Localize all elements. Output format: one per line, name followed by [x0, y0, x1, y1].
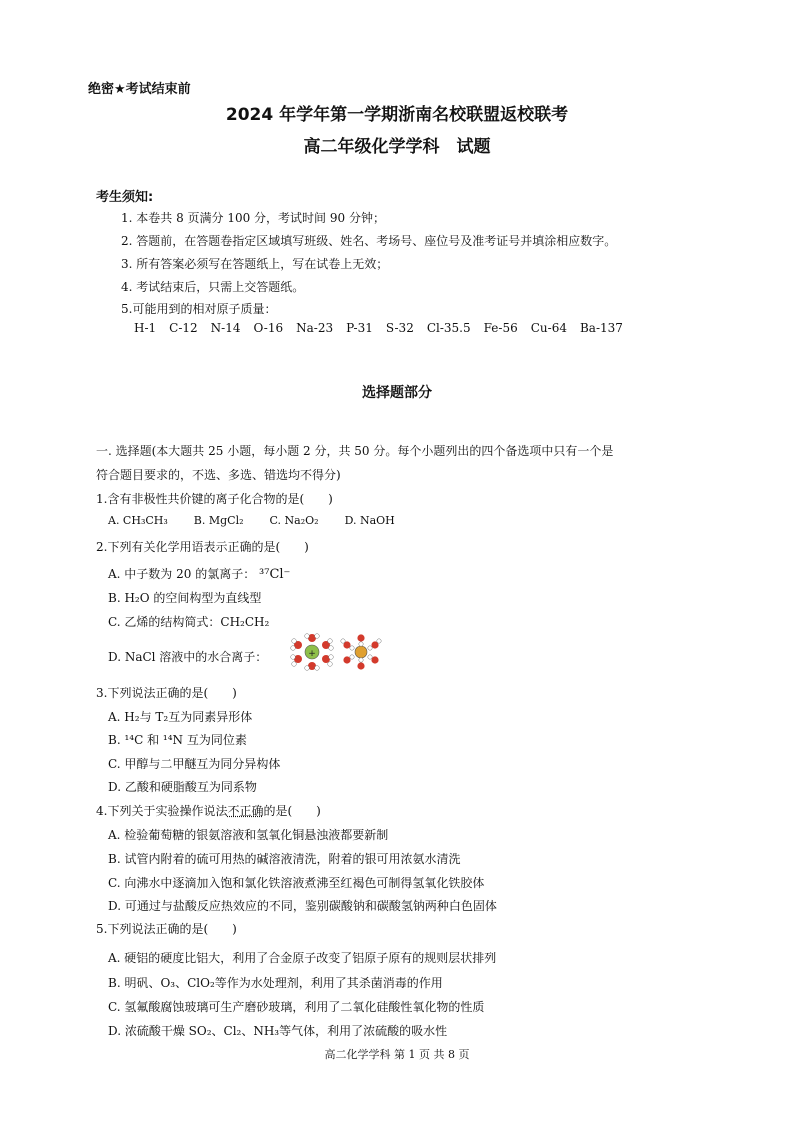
option-a: A. CH₃CH₃ [108, 514, 168, 527]
question-5-option-d: D. 浓硫酸干燥 SO₂、Cl₂、NH₃等气体，利用了浓硫酸的吸水性 [108, 1024, 448, 1038]
question-1-stem: 1.含有非极性共价键的离子化合物的是( ) [96, 492, 333, 506]
notice-item: 1. 本卷共 8 页满分 100 分，考试时间 90 分钟； [121, 211, 385, 225]
question-4-option-d: D. 可通过与盐酸反应热效应的不同，鉴别碳酸钠和碳酸氢钠两种白色固体 [108, 899, 497, 913]
section-title: 选择题部分 [362, 385, 432, 401]
emphasis-not-correct: 不正确 [227, 804, 264, 818]
option-a-text: A. 中子数为 20 的氯离子： [108, 567, 256, 581]
question-3-option-c: C. 甲醇与二甲醚互为同分异构体 [108, 757, 281, 771]
chloride-ion [355, 646, 367, 658]
question-2-stem: 2.下列有关化学用语表示正确的是( ) [96, 540, 309, 554]
atomic-mass: Cu-64 [530, 321, 567, 335]
question-3-option-a: A. H₂与 T₂互为同素异形体 [108, 710, 253, 724]
notice-heading: 考生须知: [96, 190, 154, 205]
question-4-option-c: C. 向沸水中逐滴加入饱和氯化铁溶液煮沸至红褐色可制得氢氧化铁胶体 [108, 876, 485, 890]
question-4-option-b: B. 试管内附着的硫可用热的碱溶液清洗，附着的银可用浓氨水清洗 [108, 852, 461, 866]
atomic-mass: H-1 [134, 321, 157, 335]
exam-subtitle: 高二年级化学学科 试题 [303, 137, 491, 157]
atomic-mass: Cl-35.5 [426, 321, 471, 335]
hydrated-chloride-ion-figure [340, 633, 382, 671]
part-intro-line2: 符合题目要求的，不选、多选、错选均不得分) [96, 468, 341, 482]
question-2-option-b: B. H₂O 的空间构型为直线型 [108, 591, 262, 605]
atomic-mass: N-14 [210, 321, 241, 335]
question-2-option-c: C. 乙烯的结构简式：CH₂CH₂ [108, 615, 270, 629]
option-b: B. MgCl₂ [193, 514, 244, 527]
plus-sign: + [308, 649, 316, 659]
question-3-stem: 3.下列说法正确的是( ) [96, 686, 237, 700]
atomic-mass: C-12 [169, 321, 198, 335]
confidential-label: 绝密★考试结束前 [88, 82, 191, 97]
atomic-mass: Fe-56 [483, 321, 518, 335]
page-footer: 高二化学学科 第 1 页 共 8 页 [324, 1048, 470, 1061]
question-2-option-a [108, 565, 290, 582]
atomic-mass: S-32 [385, 321, 414, 335]
question-3-option-d: D. 乙酸和硬脂酸互为同系物 [108, 780, 257, 794]
question-4-option-a: A. 检验葡萄糖的银氨溶液和氢氧化铜悬浊液都要新制 [108, 828, 389, 842]
notice-item: 5.可能用到的相对原子质量： [121, 302, 277, 316]
part-intro-line1: 一. 选择题(本大题共 25 小题，每小题 2 分，共 50 分。每个小题列出的四个备选项中只有一个是 [96, 444, 614, 458]
question-1-options [108, 514, 421, 527]
atomic-mass: P-31 [346, 321, 373, 335]
atomic-mass: O-16 [253, 321, 284, 335]
notice-item: 2. 答题前，在答题卷指定区域填写班级、姓名、考场号、座位号及准考证号并填涂相应数字。 [121, 234, 617, 248]
atomic-mass: Ba-137 [579, 321, 623, 335]
hydrated-sodium-ion-figure [290, 632, 334, 672]
question-5-option-c: C. 氢氟酸腐蚀玻璃可生产磨砂玻璃，利用了二氧化硅酸性氧化物的性质 [108, 1000, 485, 1014]
question-5-stem: 5.下列说法正确的是( ) [96, 922, 237, 936]
question-5-option-b: B. 明矾、O₃、ClO₂等作为水处理剂，利用了其杀菌消毒的作用 [108, 976, 443, 990]
stem-suffix: 的是( ) [263, 804, 321, 818]
part-intro [96, 442, 613, 459]
question-4-stem [96, 802, 321, 819]
option-d: D. NaOH [344, 514, 395, 527]
notice-item: 4. 考试结束后，只需上交答题纸。 [121, 280, 305, 294]
chloride-formula: ³⁷Cl⁻ [259, 567, 291, 582]
notice-item: 3. 所有答案必须写在答题纸上，写在试卷上无效； [121, 257, 389, 271]
exam-title: 2024 年学年第一学期浙南名校联盟返校联考 [225, 105, 569, 125]
atomic-mass: Na-23 [296, 321, 334, 335]
question-2-option-d: D. NaCl 溶液中的水合离子： [108, 650, 268, 664]
atomic-mass-list [134, 321, 636, 335]
question-3-option-b: B. ¹⁴C 和 ¹⁴N 互为同位素 [108, 733, 247, 747]
option-c: C. Na₂O₂ [269, 514, 319, 527]
stem-prefix: 4.下列关于实验操作说法 [96, 804, 228, 818]
question-5-option-a: A. 硬铝的硬度比铝大，利用了合金原子改变了铝原子原有的规则层状排列 [108, 951, 497, 965]
